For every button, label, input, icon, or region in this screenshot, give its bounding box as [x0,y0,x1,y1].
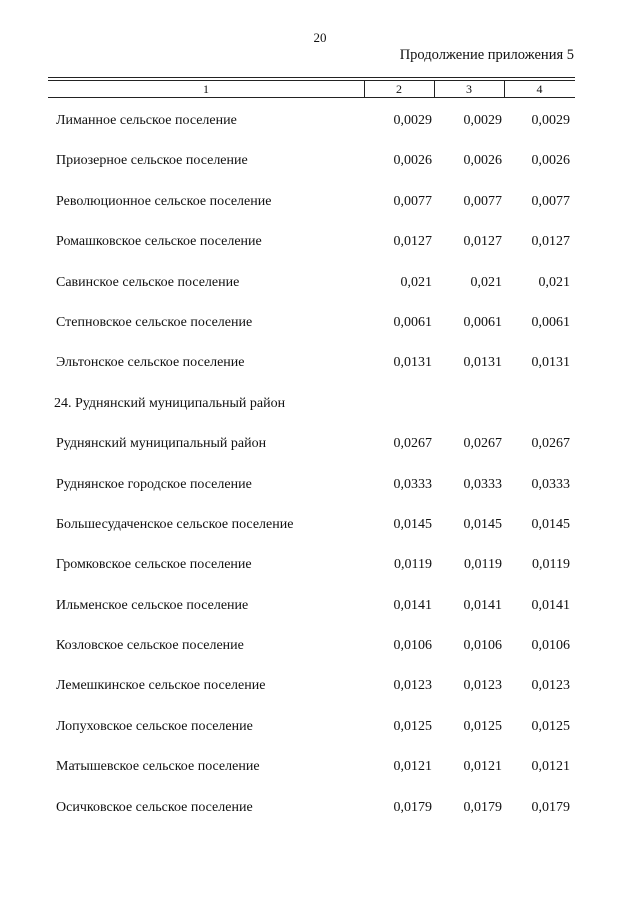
table-row [0,678,640,718]
row-name: Лиманное сельское поселение [56,113,237,128]
row-value-col2: 0,0077 [393,193,432,209]
row-value-col4: 0,0141 [531,597,570,613]
row-value-col3: 0,0125 [463,718,502,734]
row-value-col3: 0,0029 [463,113,502,128]
row-value-col3: 0,0179 [463,799,502,815]
row-value-col2: 0,0061 [393,314,432,330]
row-value-col2: 0,0333 [393,476,432,492]
row-value-col3: 0,0267 [463,436,502,452]
row-value-col4: 0,021 [538,274,570,290]
row-value-col3: 0,0141 [463,597,502,613]
row-value-col4: 0,0029 [531,113,570,128]
row-value-col3: 0,0119 [464,557,502,573]
row-value-col4: 0,0131 [531,355,570,371]
row-name: Ромашковское сельское поселение [56,234,262,250]
row-value-col4: 0,0061 [531,314,570,330]
header-col-1: 1 [203,82,209,96]
header-col-3: 3 [466,82,472,96]
row-value-col3: 0,0026 [463,153,502,169]
row-value-col2: 0,0119 [394,557,432,573]
row-value-col2: 0,0267 [393,436,432,452]
table-header [48,82,575,98]
row-value-col3: 0,0333 [463,476,502,492]
row-value-col3: 0,0106 [463,638,502,654]
row-name: Громковское сельское поселение [56,557,252,573]
table-row [0,275,640,315]
table-row [0,557,640,597]
row-value-col3: 0,021 [470,274,502,290]
row-name: Матышевское сельское поселение [56,759,260,775]
table-row [0,477,640,517]
table-body [0,113,640,840]
row-name: Ильменское сельское поселение [56,597,249,613]
section-heading-row [0,396,640,436]
row-value-col4: 0,0106 [531,638,570,654]
table-header-top-rule [48,77,575,78]
row-value-col2: 0,0121 [393,759,432,775]
row-value-col2: 0,0123 [393,678,432,694]
table-row [0,234,640,274]
row-value-col4: 0,0123 [531,678,570,694]
table-row [0,355,640,395]
row-value-col4: 0,0125 [531,718,570,734]
row-name: Руднянский муниципальный район [56,436,267,452]
appendix-continuation-label: Продолжение приложения 5 [399,47,574,63]
row-value-col3: 0,0131 [463,355,502,371]
table-row [0,153,640,193]
header-col-4: 4 [536,82,543,96]
table-row [0,598,640,638]
row-value-col4: 0,0127 [531,234,570,250]
row-value-col4: 0,0179 [531,799,570,815]
row-value-col2: 0,0127 [393,234,432,250]
row-name: Лемешкинское сельское поселение [56,678,266,694]
row-value-col4: 0,0333 [531,476,570,492]
row-value-col2: 0,0026 [393,153,432,169]
row-name: Приозерное сельское поселение [56,153,248,169]
row-name: Лопуховское сельское поселение [56,718,253,734]
table-row [0,759,640,799]
row-value-col4: 0,0121 [531,759,570,775]
row-name: Большесудаченское сельское поселение [56,516,294,532]
row-value-col4: 0,0119 [532,557,570,573]
row-value-col3: 0,0127 [463,234,502,250]
row-name: Осичковское сельское поселение [56,799,253,815]
table-row [0,194,640,234]
table-row [0,517,640,557]
table-row [0,436,640,476]
row-value-col2: 0,0106 [393,638,432,654]
row-name: Эльтонское сельское поселение [56,355,245,371]
row-value-col2: 0,0145 [393,516,432,532]
row-value-col4: 0,0077 [531,193,570,209]
row-value-col2: 0,0131 [393,355,432,371]
row-value-col3: 0,0121 [463,759,502,775]
table-row [0,113,640,153]
table-row [0,315,640,355]
row-value-col4: 0,0267 [531,436,570,452]
row-name: Руднянское городское поселение [56,476,252,492]
table-row [0,638,640,678]
row-value-col2: 0,021 [400,274,432,290]
row-value-col4: 0,0026 [531,153,570,169]
row-value-col2: 0,0179 [393,799,432,815]
row-value-col2: 0,0125 [393,718,432,734]
row-value-col2: 0,0141 [393,597,432,613]
table-row [0,800,640,840]
row-value-col3: 0,0145 [463,516,502,532]
row-value-col3: 0,0061 [463,314,502,330]
row-value-col4: 0,0145 [531,516,570,532]
row-value-col3: 0,0077 [463,193,502,209]
section-heading: 24. Руднянский муниципальный район [54,395,286,411]
row-name: Савинское сельское поселение [56,274,240,290]
row-name: Революционное сельское поселение [56,193,272,209]
row-value-col3: 0,0123 [463,678,502,694]
row-value-col2: 0,0029 [393,113,432,128]
row-name: Козловское сельское поселение [56,638,244,654]
header-col-2: 2 [396,82,402,96]
page-number: 20 [313,30,327,45]
table-row [0,719,640,759]
table-header-double-rule [48,80,575,81]
row-name: Степновское сельское поселение [56,314,253,330]
